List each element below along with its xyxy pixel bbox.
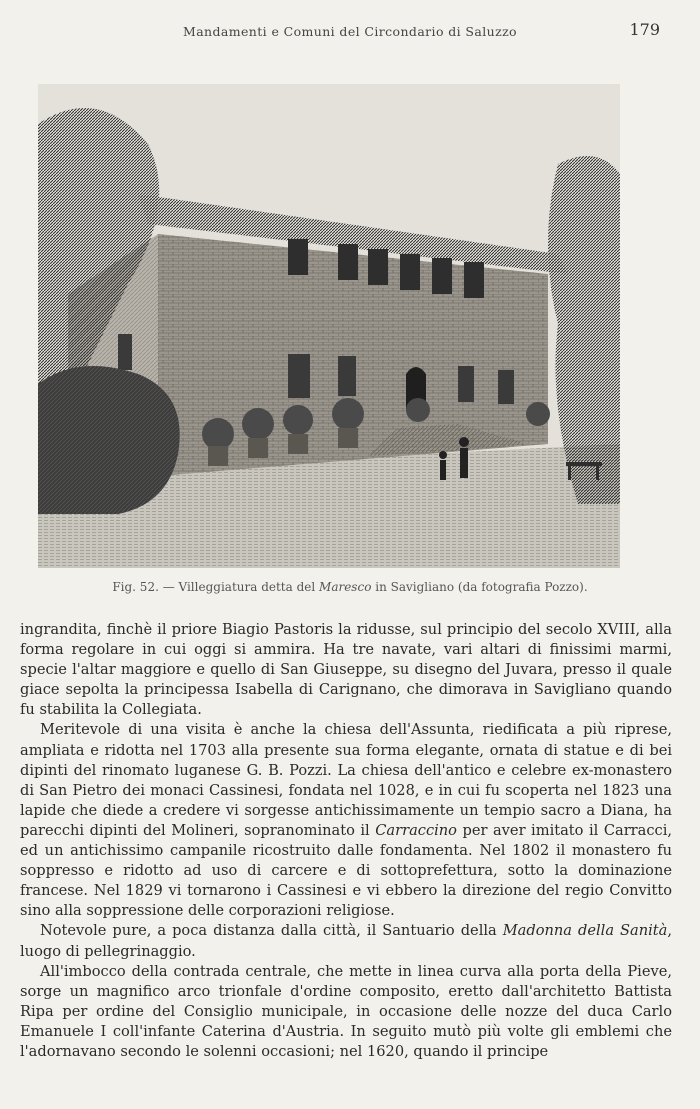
caption-suffix: in Savigliano (da fotografia Pozzo). [371, 580, 588, 594]
running-header [40, 18, 660, 44]
p3-text-a: Notevole pure, a poca distanza dalla città, il Santuario della [40, 922, 503, 940]
p3-text-b: , luogo di pellegrinaggio. [20, 922, 672, 960]
figure-engraving [38, 84, 620, 568]
villa-illustration [38, 84, 620, 568]
p2-italic: Carraccino [375, 821, 457, 839]
page-number: 179 [629, 20, 660, 39]
figure-caption [40, 580, 660, 594]
caption-italic-name: Maresco [319, 580, 372, 594]
paragraph-4: All'imbocco della contrada centrale, che mette in linea curva alla porta della Pieve, sorge un magnifico arco trionfale d'ordine composito, eretto dall'architetto Battista Ripa per ordine del Consiglio municipale, in occasione delle nozze del duca Carlo Emanuele I coll'infante Caterina d'Austria. In seguito mutò più volte gli emblemi che l'adornavano secondo le solenni occasioni; nel 1620, quando il principe [20, 962, 672, 1060]
caption-prefix: Fig. 52. — Villeggiatura detta del [112, 580, 320, 594]
paragraph-2 [20, 720, 672, 921]
body-text [20, 620, 672, 1062]
p2-text-b: per aver imitato il Carracci, ed un antichissimo campanile ricostruito dalle fondamenta. Nel 1802 il monastero fu soppresso e ridotto ad uso di carcere e di sottoprefettura, sotto la dominazione francese. Nel 1829 vi tornarono i Cassinesi e vi ebbero la direzione del regio Convitto sino alla soppressione delle corporazioni religiose. [20, 821, 672, 920]
p3-italic: Madonna della Sanità [502, 922, 668, 940]
paragraph-1: ingrandita, finchè il priore Biagio Pastoris la ridusse, sul principio del secolo XVIII, alla forma regolare in cui oggi si ammira. Ha tre navate, vari altari di finissimi marmi, specie l'altar maggiore e quello di San Giuseppe, su disegno del Juvara, presso il quale giace sepolta la principessa Isabella di Carignano, che dimorava in Savigliano quando fu stabilita la Collegiata. [20, 621, 672, 719]
paragraph-3 [20, 921, 672, 961]
p2-text-a: Meritevole di una visita è anche la chiesa dell'Assunta, riedificata a più riprese, ampliata e ridotta nel 1703 alla presente sua forma elegante, ornata di statue e di bei dipinti del rinomato luganese G. B. Pozzi. La chiesa dell'antico e celebre ex-monastero di San Pietro dei monaci Cassinesi, fondata nel 1028, e in cui fu scoperta nel 1823 una lapide che diede a credere vi sorgesse antichissimamente un tempio sacro a Diana, ha parecchi dipinti del Molineri, sopranominato il [20, 721, 672, 839]
running-title: Mandamenti e Comuni del Circondario di Saluzzo [183, 23, 517, 39]
